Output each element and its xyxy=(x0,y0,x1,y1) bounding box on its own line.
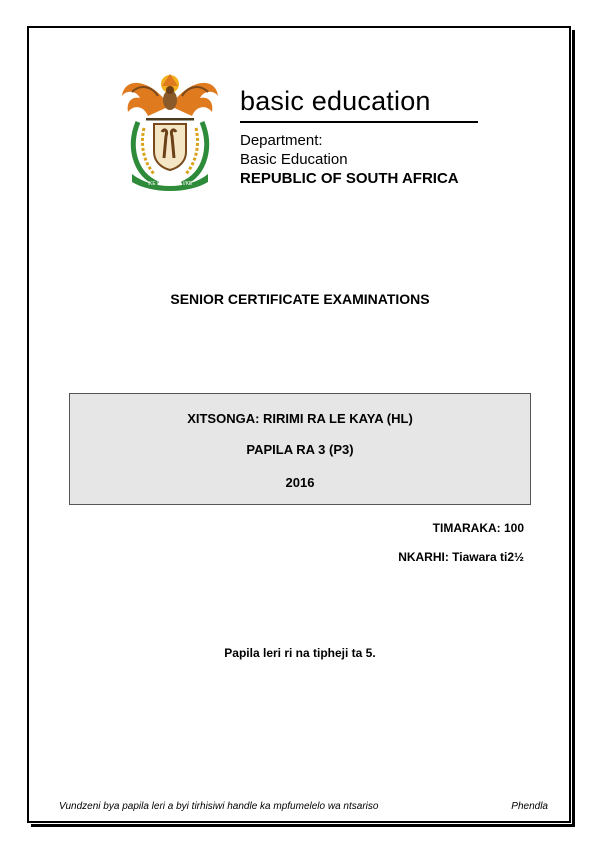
brand-block xyxy=(240,86,480,188)
copyright-notice: Vundzeni bya papila leri a byi tirhisiwi handle ka mpfumelelo wa ntsariso xyxy=(59,801,379,812)
department-name: Basic Education xyxy=(240,150,348,168)
paper-title-box xyxy=(69,393,531,505)
paper-number: PAPILA RA 3 (P3) xyxy=(246,442,354,457)
exam-year: 2016 xyxy=(285,475,315,490)
page-count-note: Papila leri ri na tipheji ta 5. xyxy=(224,646,376,660)
country-name: REPUBLIC OF SOUTH AFRICA xyxy=(240,169,459,187)
brand-title: basic education xyxy=(240,86,431,116)
crest-motto: !KE E: /XARRA //KE xyxy=(147,181,193,187)
department-label: Department: xyxy=(240,131,323,149)
subject-title: XITSONGA: RIRIMI RA LE KAYA (HL) xyxy=(187,411,413,426)
exam-heading: SENIOR CERTIFICATE EXAMINATIONS xyxy=(170,291,430,307)
coat-of-arms-logo xyxy=(118,66,222,192)
turn-over-label: Phendla xyxy=(511,801,548,812)
exam-duration: NKARHI: Tiawara ti2½ xyxy=(398,550,524,564)
total-marks: TIMARAKA: 100 xyxy=(432,521,524,535)
